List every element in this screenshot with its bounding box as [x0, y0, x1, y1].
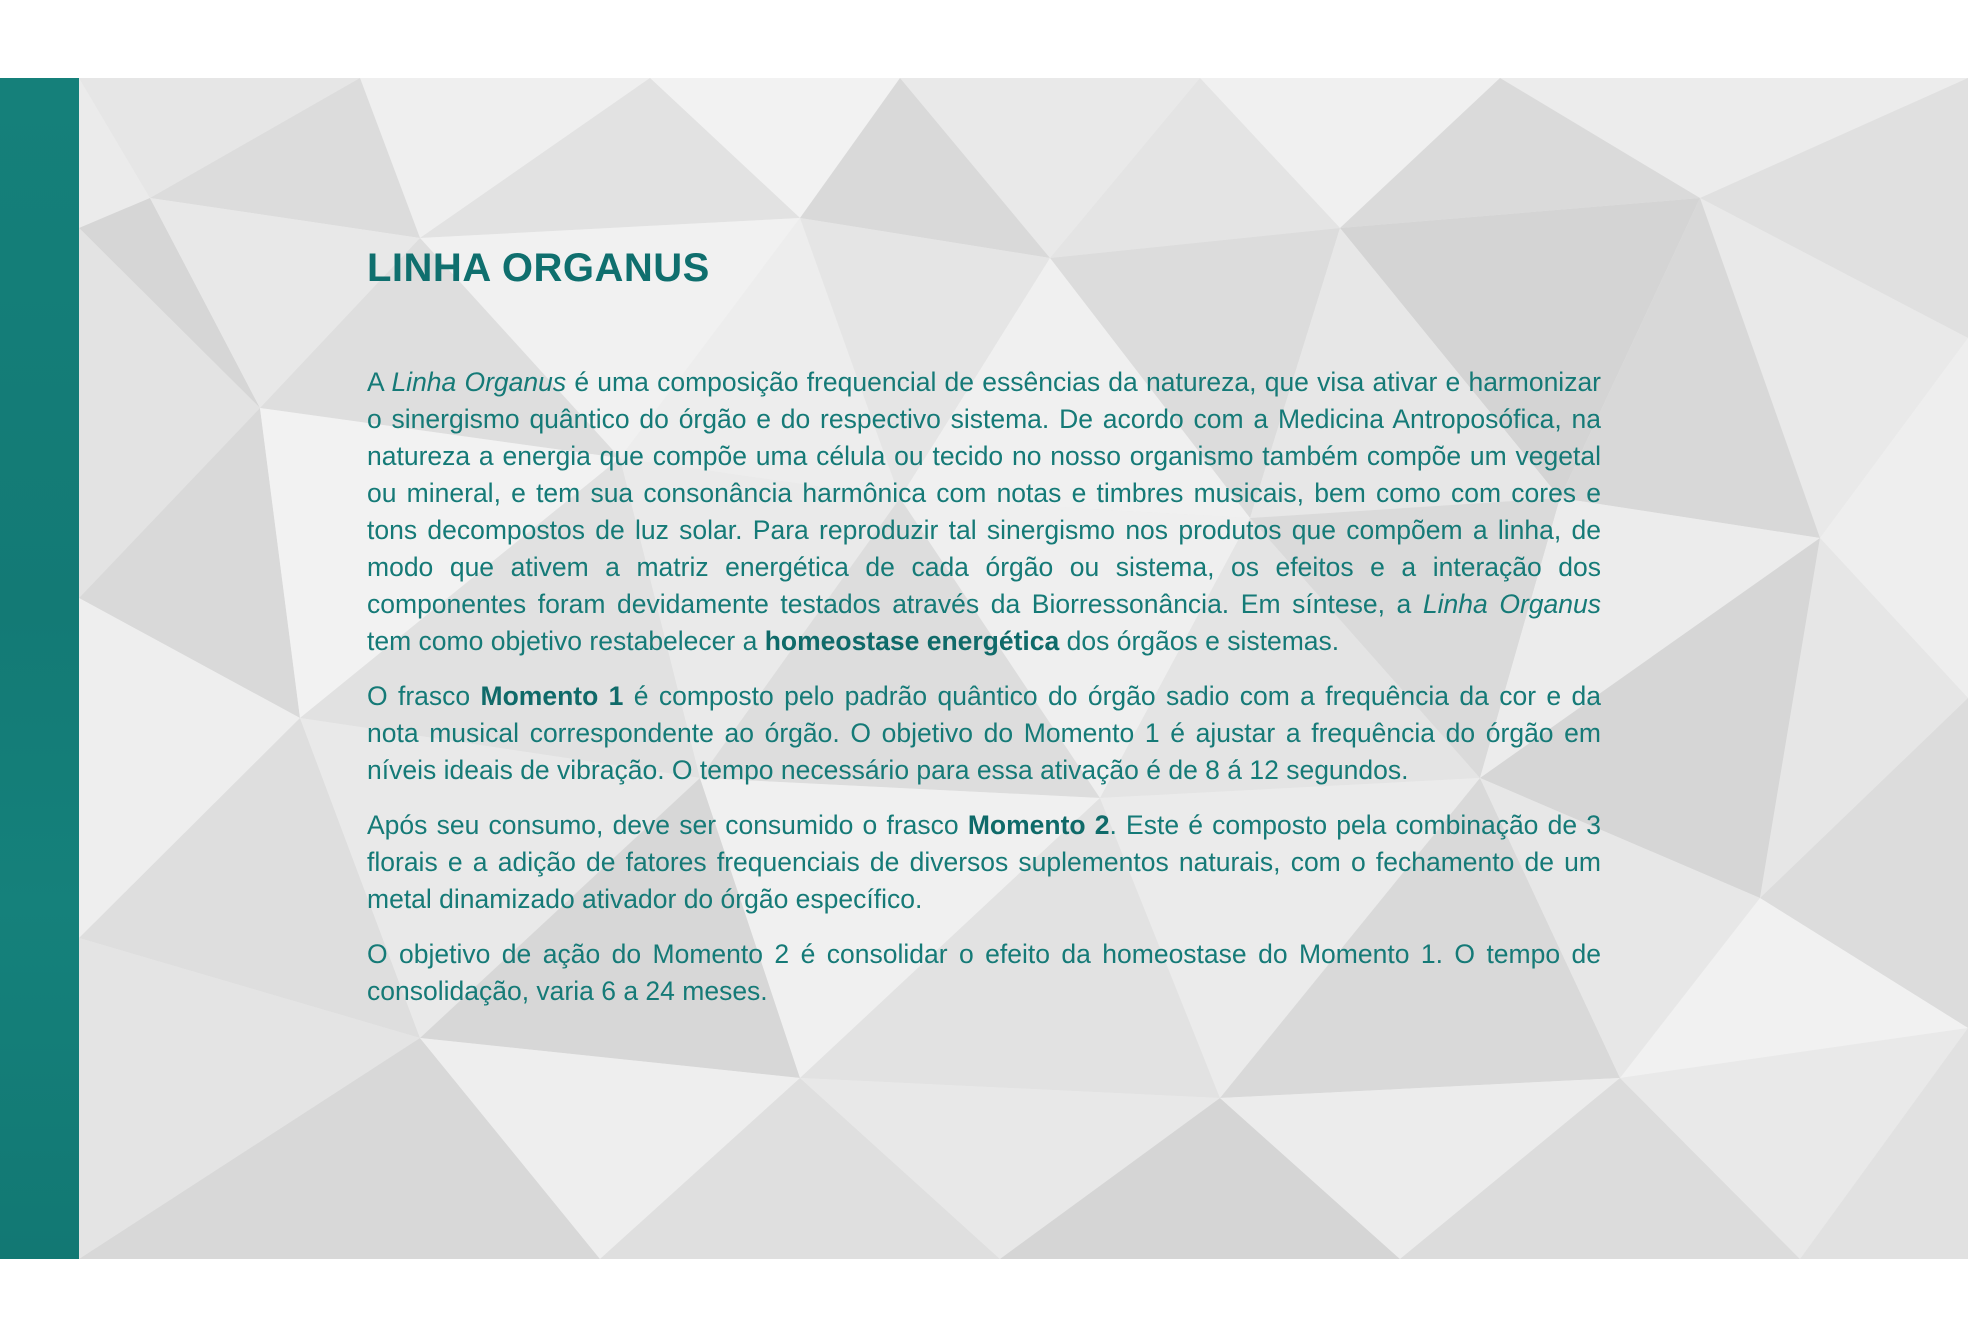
intro-paragraph [367, 364, 1601, 660]
document-page [0, 78, 1968, 1259]
momento-1-paragraph [367, 678, 1601, 789]
p1-bold-1: homeostase energética [764, 626, 1060, 656]
consolidation-paragraph [367, 936, 1601, 1010]
page-title: LINHA ORGANUS [367, 246, 710, 290]
p1-text-4: dos órgãos e sistemas. [1059, 626, 1340, 656]
p1-italic-1: Linha Organus [391, 367, 567, 397]
p2-text-2: é composto pelo padrão quântico do órgão sadio com a frequência da cor e da nota musical correspondente ao órgão. O objetivo do Momento 1 é ajustar a frequência do órgão em níveis ideais de vibração. O tempo necessário para essa ativação é de 8 á 12 segundos. [367, 681, 1601, 785]
p1-italic-2: Linha Organus [1422, 589, 1601, 619]
p3-text-2: . Este é composto pela combinação de 3 florais e a adição de fatores frequenciais de diversos suplementos naturais, com o fechamento de um metal dinamizado ativador do órgão específico. [367, 810, 1601, 914]
p1-text-3: tem como objetivo restabelecer a [367, 626, 765, 656]
p2-bold-1: Momento 1 [480, 681, 624, 711]
text-block [367, 244, 1601, 1010]
p3-text-1: Após seu consumo, deve ser consumido o frasco [367, 810, 968, 840]
p1-text-1: A [367, 367, 392, 397]
momento-2-paragraph [367, 807, 1601, 918]
p4-text-1: O objetivo de ação do Momento 2 é consolidar o efeito da homeostase do Momento 1. O tempo de consolidação, varia 6 a 24 meses. [367, 939, 1601, 1006]
p3-bold-1: Momento 2 [967, 810, 1110, 840]
teal-side-bar [0, 78, 79, 1259]
p2-text-1: O frasco [367, 681, 481, 711]
p1-text-2: é uma composição frequencial de essências da natureza, que visa ativar e harmonizar o sinergismo quântico do órgão e do respectivo sistema. De acordo com a Medicina Antroposófica, na natureza a energia que compõe uma célula ou tecido no nosso organismo também compõe um vegetal ou mineral, e tem sua consonância harmônica com notas e timbres musicais, bem como com cores e tons decompostos de luz solar. Para reproduzir tal sinergismo nos produtos que compõem a linha, de modo que ativem a matriz energética de cada órgão ou sistema, os efeitos e a interação dos componentes foram devidamente testados através da Biorressonância. Em síntese, a [367, 367, 1602, 619]
